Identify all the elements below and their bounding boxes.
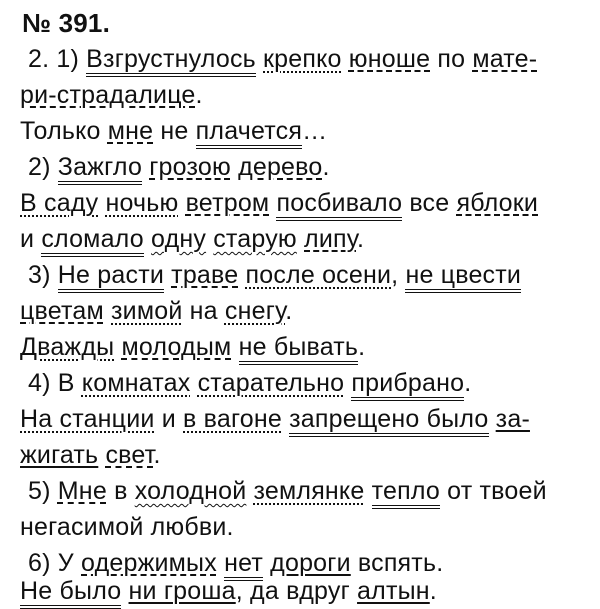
- line-13-part-2: Мне: [57, 477, 107, 505]
- text-line-11: [20, 404, 530, 434]
- line-9-part-5: не бывать: [239, 333, 359, 365]
- text-line-5: [20, 188, 538, 218]
- line-7-part-2: Не расти: [58, 261, 164, 293]
- line-9-part-6: .: [358, 333, 366, 361]
- line-11-part-3: в вагоне: [183, 405, 282, 433]
- line-6-part-2: сломало: [41, 225, 144, 257]
- text-line-4: [28, 152, 330, 182]
- line-13-part-8: тепло: [372, 477, 440, 509]
- text-line-15: [28, 548, 443, 578]
- text-line-1: [28, 44, 537, 74]
- line-10-part-6: прибрано: [351, 369, 464, 401]
- line-16-part-4: , да вдруг: [235, 577, 358, 605]
- line-2-part-1: ри-страдалице: [20, 81, 196, 109]
- line-6-part-9: .: [356, 225, 365, 253]
- line-5-part-3: ночью: [105, 189, 179, 217]
- line-9-part-1: Дважды: [20, 333, 115, 361]
- line-15-part-4: нет: [224, 549, 263, 581]
- line-11-part-2: и: [154, 405, 184, 433]
- line-13-part-5: [246, 477, 253, 505]
- line-15-part-6: дороги: [270, 549, 351, 577]
- line-1-part-8: мате-: [472, 45, 538, 73]
- line-7-part-6: после осени: [245, 261, 392, 289]
- line-4-part-7: .: [322, 153, 330, 181]
- line-14-part-1: негасимой любви.: [20, 513, 234, 541]
- line-8-part-1: цветам: [20, 297, 104, 325]
- text-line-8: [20, 296, 292, 326]
- line-5-part-9: яблоки: [456, 189, 539, 217]
- line-4-part-4: грозою: [149, 153, 231, 181]
- line-9-part-3: молодым: [121, 333, 232, 361]
- line-5-part-7: посбивало: [276, 189, 402, 221]
- line-16-part-5: алтын: [357, 577, 430, 605]
- line-4-part-5: [231, 153, 238, 181]
- text-line-7: [28, 260, 521, 290]
- line-1-part-3: [256, 45, 263, 73]
- line-15-part-2: одержимых: [81, 549, 217, 577]
- text-line-2: [20, 80, 203, 110]
- line-8-part-4: на: [182, 297, 225, 325]
- text-line-12: [20, 440, 161, 470]
- line-10-part-1: 4) В: [28, 369, 82, 397]
- line-13-part-3: в: [106, 477, 135, 505]
- line-15-part-1: 6) У: [28, 549, 82, 577]
- text-line-14: [20, 512, 234, 542]
- line-4-part-6: дерево: [238, 153, 323, 181]
- line-12-part-4: .: [153, 441, 161, 469]
- line-15-part-9: .: [436, 549, 444, 577]
- line-13-part-7: [364, 477, 371, 505]
- line-5-part-5: ветром: [185, 189, 270, 217]
- line-15-part-7: [351, 549, 358, 577]
- line-13-part-4: холодной: [134, 477, 247, 505]
- line-16-part-2: [121, 577, 128, 605]
- text-line-13: [28, 476, 547, 506]
- line-3-part-4: плачется: [196, 117, 302, 149]
- line-8-part-5: снегу: [224, 297, 286, 325]
- exercise-number: № 391.: [22, 8, 111, 38]
- line-6-part-7: [297, 225, 304, 253]
- line-11-part-7: за-: [495, 405, 530, 433]
- line-3-part-1: Только: [20, 117, 108, 145]
- text-line-16: [20, 576, 437, 606]
- line-15-part-3: [217, 549, 224, 577]
- line-16-part-3: ни гроша: [128, 577, 236, 605]
- line-11-part-6: [489, 405, 496, 433]
- line-8-part-3: зимой: [111, 297, 183, 325]
- text-line-10: [28, 368, 471, 398]
- line-1-part-7: по: [430, 45, 473, 73]
- line-1-part-5: [342, 45, 349, 73]
- line-15-part-8: вспять: [357, 549, 437, 577]
- line-12-part-1: жигать: [20, 441, 99, 469]
- line-10-part-3: [190, 369, 197, 397]
- line-6-part-6: старую: [213, 225, 297, 253]
- line-6-part-4: одну: [151, 225, 207, 253]
- line-1-part-1: 2. 1): [28, 45, 87, 73]
- line-3-part-5: …: [302, 117, 328, 145]
- line-9-part-4: [231, 333, 238, 361]
- line-2-part-2: .: [195, 81, 203, 109]
- line-13-part-1: 5): [28, 477, 58, 505]
- text-line-3: [20, 116, 327, 146]
- text-line-9: [20, 332, 365, 362]
- line-4-part-1: 2): [28, 153, 58, 181]
- line-7-part-1: 3): [28, 261, 58, 289]
- line-10-part-2: комнатах: [81, 369, 191, 397]
- line-13-part-6: землянке: [253, 477, 365, 505]
- line-5-part-8: все: [402, 189, 457, 217]
- line-12-part-3: свет: [105, 441, 154, 469]
- line-8-part-2: [104, 297, 111, 325]
- line-11-part-1: На станции: [20, 405, 155, 433]
- line-6-part-8: липу: [304, 225, 357, 253]
- line-3-part-3: не: [153, 117, 196, 145]
- line-6-part-1: и: [20, 225, 42, 253]
- line-10-part-4: старательно: [197, 369, 345, 397]
- line-7-part-5: [238, 261, 245, 289]
- line-1-part-4: крепко: [263, 45, 342, 73]
- line-7-part-7: ,: [391, 261, 406, 289]
- line-16-part-1: Не было: [20, 577, 121, 609]
- line-7-part-8: не цвести: [405, 261, 521, 293]
- line-11-part-5: запрещено было: [289, 405, 488, 437]
- line-3-part-2: мне: [107, 117, 154, 145]
- line-5-part-1: В саду: [20, 189, 99, 217]
- line-4-part-2: Зажгло: [58, 153, 142, 185]
- line-1-part-2: Взгрустнулось: [86, 45, 256, 77]
- line-10-part-7: .: [464, 369, 472, 397]
- text-line-6: [20, 224, 364, 254]
- line-7-part-4: траве: [171, 261, 239, 289]
- line-5-part-4: [178, 189, 185, 217]
- line-8-part-6: .: [285, 297, 293, 325]
- line-16-part-6: .: [429, 577, 437, 605]
- line-6-part-3: [144, 225, 151, 253]
- line-1-part-6: юноше: [348, 45, 431, 73]
- line-13-part-9: от твоей: [440, 477, 547, 505]
